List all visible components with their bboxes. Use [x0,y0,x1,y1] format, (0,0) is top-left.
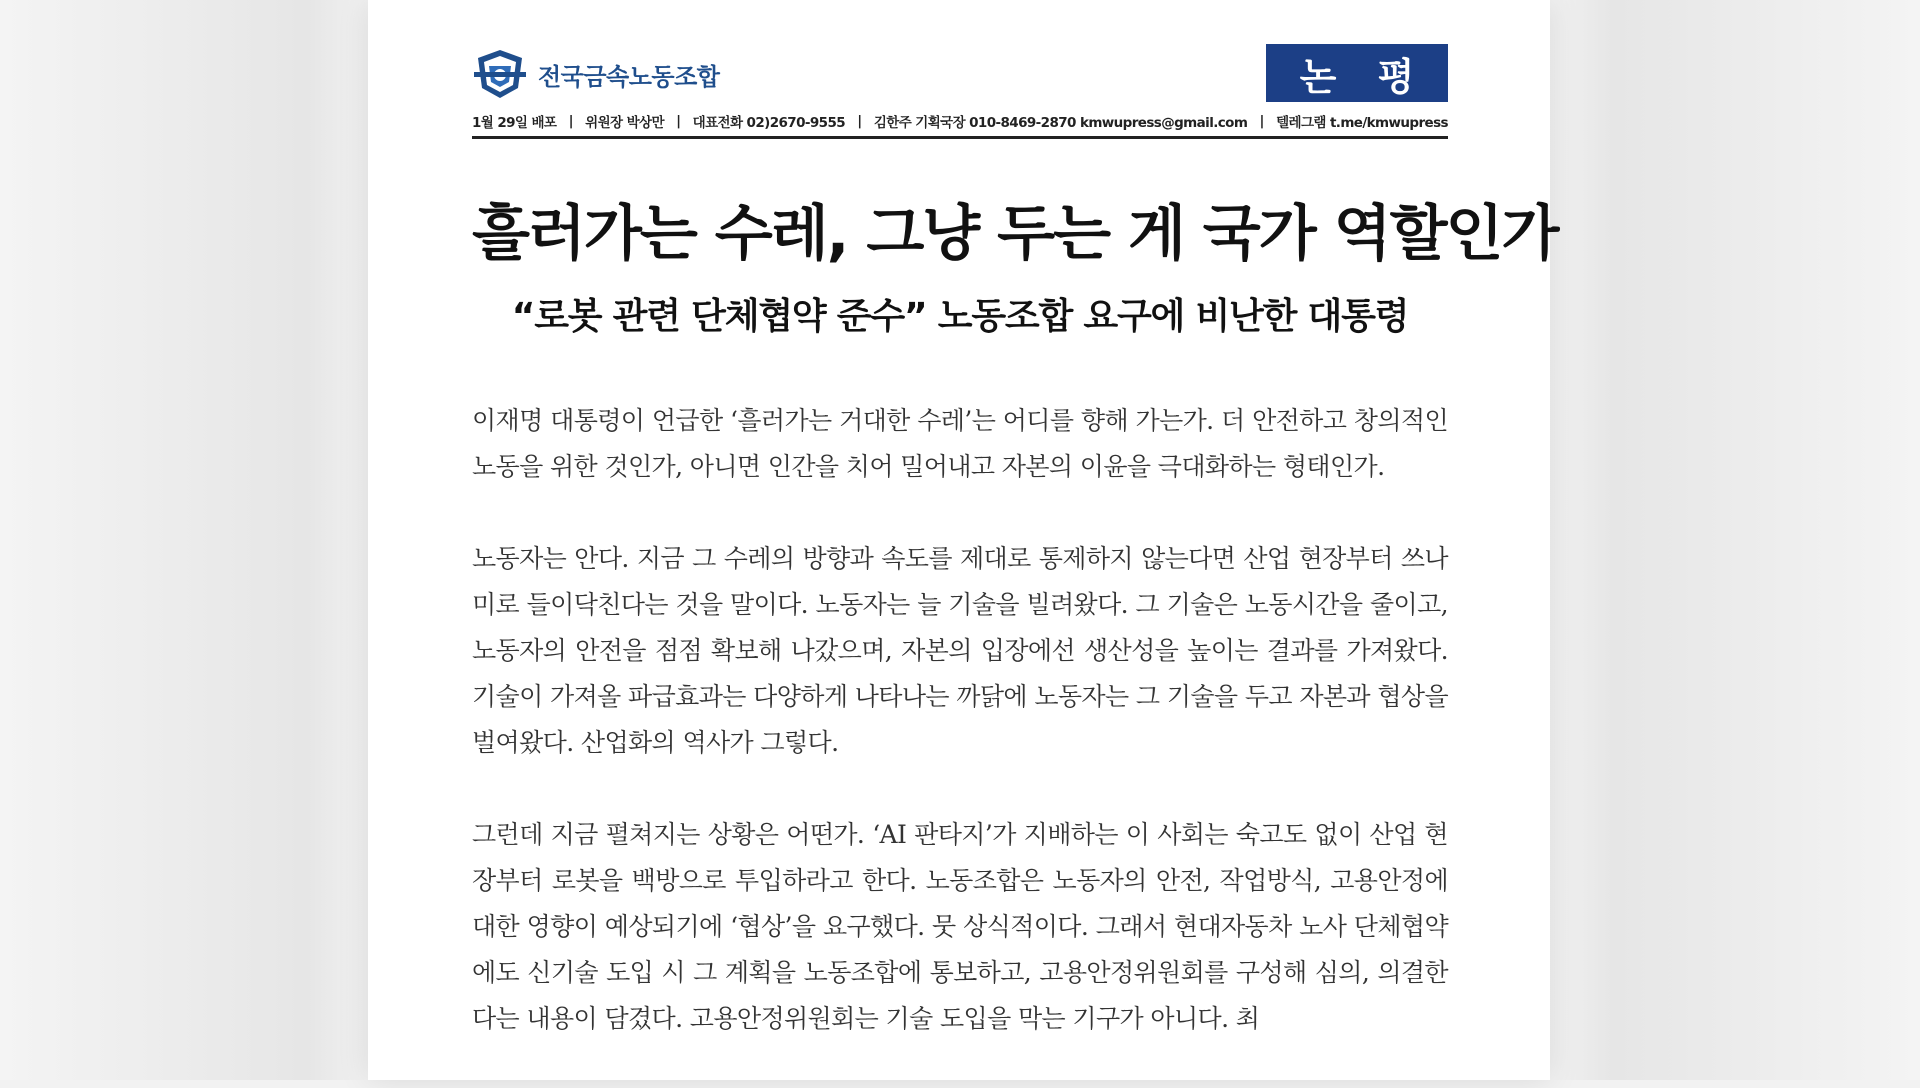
separator: | [857,113,862,129]
separator: | [1259,113,1264,129]
headline: 흘러가는 수레, 그냥 두는 게 국가 역할인가 [472,199,1558,269]
paragraph: 노동자는 안다. 지금 그 수레의 방향과 속도를 제대로 통제하지 않는다면 산업 현장부터 쓰나미로 들이닥친다는 것을 말이다. 노동자는 늘 기술을 빌려왔다. 그 기술은 노동시간을 줄이고, 노동자의 안전을 점점 확보해 나갔으며, 자본의 입장에선 생산성을 높이는 결과를 가져왔다. 기술이 가져올 파급효과는 다양하게 나타나는 까닭에 노동자는 그 기술을 두고 자본과 협상을 벌여왔다. 산업화의 역사가 그렇다. [472,544,1448,757]
telegram-link: 텔레그램 t.me/kmwupress [1276,115,1448,131]
press-info-bar [472,106,1448,139]
paragraph: 이재명 대통령이 언급한 ‘흘러가는 거대한 수레’는 어디를 향해 가는가. 더 안전하고 창의적인 노동을 위한 것인가, 아니면 인간을 치어 밀어내고 자본의 이윤을 극대화하는 형태인가. [472,406,1448,481]
release-date: 1월 29일 배포 [472,115,557,131]
separator: | [568,113,573,129]
commentary-badge: 논 평 [1266,44,1448,102]
article-body [472,398,1448,1088]
union-emblem-icon [472,48,528,100]
press-contact: 김한주 기획국장 010-8469-2870 kmwupress@gmail.com [873,115,1248,131]
chairperson: 위원장 박상만 [585,115,664,131]
main-phone: 대표전화 02)2670-9555 [692,115,846,131]
union-name: 전국금속노동조합 [538,62,720,91]
press-header [472,42,1448,138]
document-page [368,0,1558,1080]
paragraph: 그런데 지금 펼쳐지는 상황은 어떤가. ‘AI 판타지’가 지배하는 이 사회는 숙고도 없이 산업 현장부터 로봇을 백방으로 투입하라고 한다. 노동조합은 노동자의 안전, 작업방식, 고용안정에 대한 영향이 예상되기에 ‘협상’을 요구했다. 뭇 상식적이다. 그래서 현대자동차 노사 단체협약에도 신기술 도입 시 그 계획을 노동조합에 통보하고, 고용안정위원회를 구성해 심의, 의결한다는 내용이 담겼다. 고용안정위원회는 기술 도입을 막는 기구가 아니다. 최 [472,820,1448,1033]
separator: | [676,113,681,129]
subheadline: “로봇 관련 단체협약 준수” 노동조합 요구에 비난한 대통령 [511,296,1409,337]
union-logo [472,46,719,102]
